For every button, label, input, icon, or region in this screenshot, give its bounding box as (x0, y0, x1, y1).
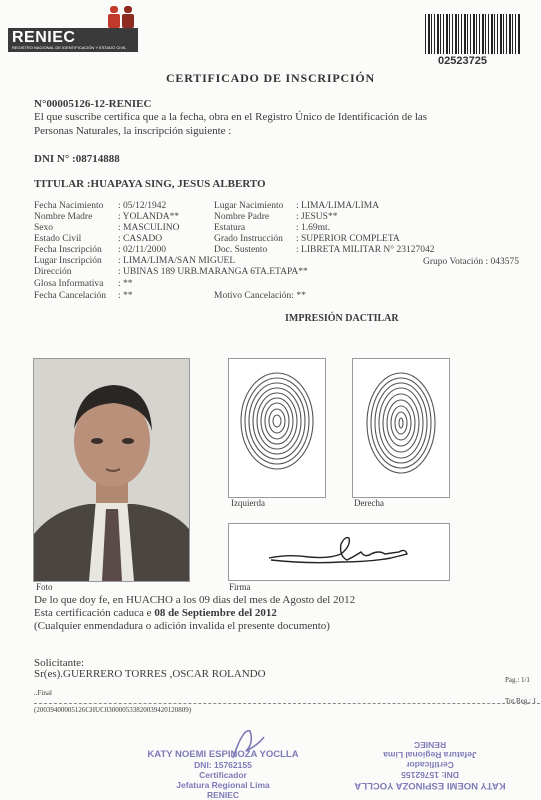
stamp-name: KATY NOEMI ESPINOZA YOCLLA (147, 749, 299, 760)
page-number: Pag.: 1/1 (505, 676, 530, 684)
field-value: : LIMA/LIMA/SAN MIGUEL (118, 256, 235, 266)
serial-number: 02523725 (438, 55, 487, 67)
document-title: CERTIFICADO DE INSCRIPCIÓN (165, 71, 376, 85)
firma-label: Firma (229, 582, 251, 592)
field-value: : 05/12/1942 (118, 201, 166, 211)
fingerprint-left-icon (229, 359, 325, 497)
field-value: : CASADO (118, 234, 162, 244)
field-row (214, 201, 379, 211)
motivo-cancelacion: Motivo Cancelación: ** (214, 291, 306, 301)
stamp-org: RENIEC (413, 740, 447, 750)
field-row (34, 267, 308, 277)
portrait-icon (34, 359, 189, 581)
stamp-office: Jefatura Regional Lima (383, 750, 477, 760)
titular-label: TITULAR : (34, 178, 91, 190)
dni-label: DNI N° : (34, 153, 76, 165)
solicitante-value: Sr(es).GUERRERO TORRES ,OSCAR ROLANDO (34, 668, 266, 680)
field-label: Estado Civil (34, 234, 82, 244)
stamp-role: Certificador (406, 760, 454, 770)
field-value: : ** (118, 279, 133, 289)
verification-code: (20039400005126CHUC030000533820039420120809) (34, 706, 192, 714)
field-label: Fecha Nacimiento (34, 201, 104, 211)
field-row (214, 245, 434, 255)
stamp-dni: DNI: 15762155 (194, 760, 252, 770)
impresion-dactilar-title: IMPRESIÓN DACTILAR (285, 313, 399, 324)
field-row (34, 291, 133, 301)
fingerprint-right-icon (353, 359, 449, 497)
closing-line-3: (Cualquier enmendadura o adición invalida el presente documento) (34, 620, 330, 632)
field-label: Fecha Cancelación (34, 291, 107, 301)
right-fingerprint-box (352, 358, 450, 498)
field-value: : SUPERIOR COMPLETA (296, 234, 400, 244)
field-value: : 02/11/2000 (118, 245, 166, 255)
reniec-logo (8, 4, 136, 50)
total-records: Tot.Reg.: 1 (505, 697, 537, 705)
field-value: : 1.69mt. (296, 223, 330, 233)
dni-line (34, 153, 120, 165)
stamp-name: KATY NOEMI ESPINOZA YOCLLA (354, 780, 506, 791)
stamp-signature-icon (228, 723, 268, 763)
footer-divider (34, 703, 540, 704)
foto-label: Foto (36, 582, 53, 592)
stamp-dni: DNI: 15762155 (401, 770, 459, 780)
certifier-stamp (118, 735, 328, 800)
field-label: Lugar Inscripción (34, 256, 102, 266)
closing-line-1: De lo que doy fe, en HUACHO a los 09 dias del mes de Agosto del 2012 (34, 594, 356, 606)
solicitante-label: Solicitante: (34, 657, 85, 669)
izquierda-label: Izquierda (231, 498, 265, 508)
intro-line-1: El que suscribe certifica que a la fecha, obra en el Registro Único de Identificación de las (34, 111, 428, 123)
stamp-role: Certificador (199, 770, 247, 780)
titular-value: HUAPAYA SING, JESUS ALBERTO (90, 178, 266, 190)
intro-line-2: Personas Naturales, la inscripción siguiente : (34, 125, 232, 137)
stamp-org: RENIEC (206, 790, 240, 800)
field-value: : MASCULINO (118, 223, 180, 233)
field-row (34, 212, 179, 222)
signature-icon (229, 524, 449, 580)
barcode (425, 14, 520, 54)
field-row (34, 245, 166, 255)
certificate-number: N°00005126-12-RENIEC (34, 98, 152, 110)
field-row (214, 212, 337, 222)
field-row (34, 223, 180, 233)
derecha-label: Derecha (354, 498, 384, 508)
dni-value: 08714888 (75, 153, 120, 165)
left-fingerprint-box (228, 358, 326, 498)
expiry-date: 08 de Septiembre del 2012 (154, 607, 277, 619)
signature-box (228, 523, 450, 581)
field-label: Nombre Padre (214, 212, 270, 222)
field-row (34, 279, 133, 289)
field-label: Estatura (214, 223, 246, 233)
portrait-photo (33, 358, 190, 582)
field-row (34, 201, 166, 211)
field-label: Sexo (34, 223, 53, 233)
field-row (34, 234, 162, 244)
field-label: Nombre Madre (34, 212, 93, 222)
field-label: Fecha Inscripción (34, 245, 102, 255)
field-label: Glosa Informativa (34, 279, 104, 289)
closing-line-2 (34, 607, 277, 619)
field-row (34, 256, 235, 266)
certifier-stamp-inverted (330, 725, 530, 795)
stamp-office: Jefatura Regional Lima (176, 780, 270, 790)
field-row (214, 234, 400, 244)
field-value: : YOLANDA** (118, 212, 179, 222)
field-label: Doc. Sustento (214, 245, 268, 255)
field-label: Dirección (34, 267, 72, 277)
titular-line (34, 178, 266, 190)
field-value: : JESUS** (296, 212, 337, 222)
logo-subtitle: REGISTRO NACIONAL DE IDENTIFICACIÓN Y ESTADO CIVIL (12, 45, 127, 50)
field-row (214, 223, 330, 233)
field-value: : LIBRETA MILITAR N° 23127042 (296, 245, 434, 255)
expiry-prefix: Esta certificación caduca e (34, 607, 155, 619)
field-value: : LIMA/LIMA/LIMA (296, 201, 379, 211)
grupo-votacion: Grupo Votación : 043575 (423, 257, 519, 267)
field-label: Lugar Nacimiento (214, 201, 284, 211)
field-value: : UBINAS 189 URB.MARANGA 6TA.ETAPA** (118, 267, 308, 277)
field-label: Grado Instrucción (214, 234, 283, 244)
final-mark: ..Final (34, 689, 52, 697)
field-value: : ** (118, 291, 133, 301)
logo-word: RENIEC (12, 29, 76, 46)
